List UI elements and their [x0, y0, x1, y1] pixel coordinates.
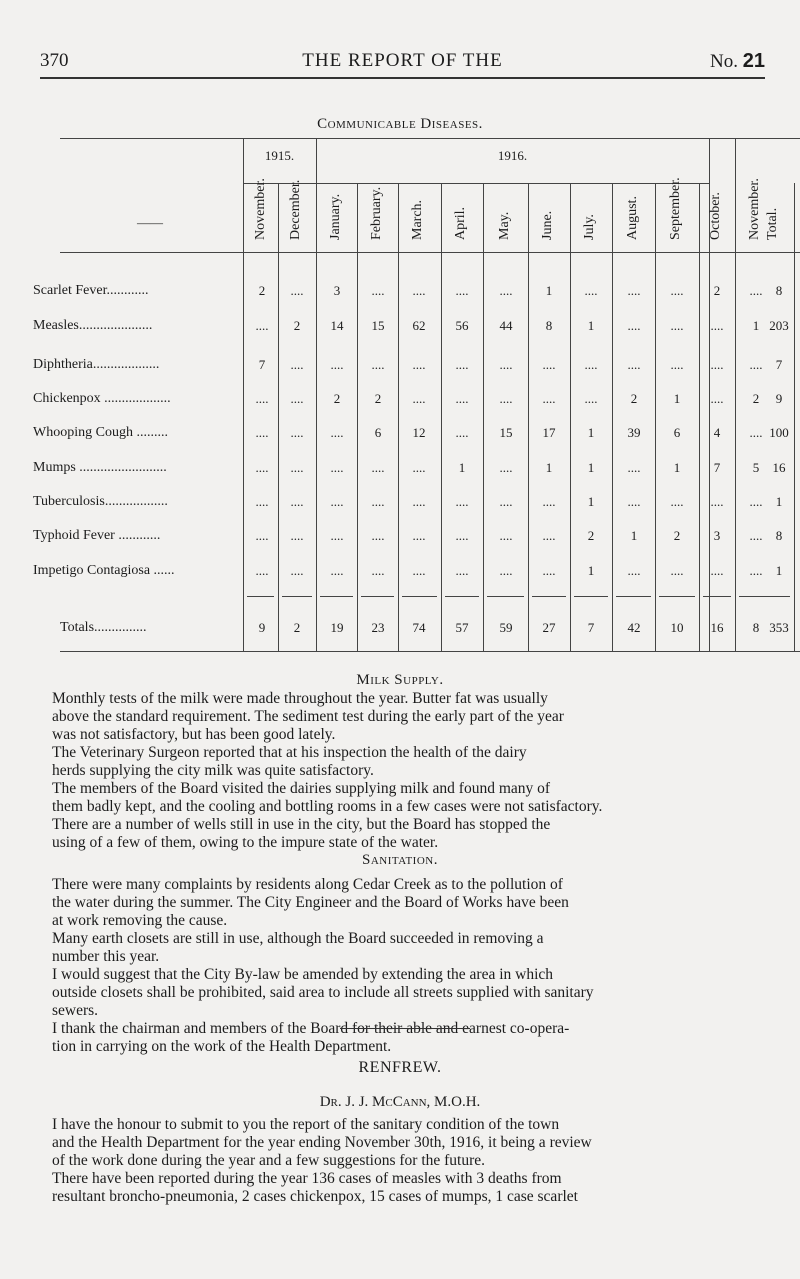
column-rule: [278, 183, 279, 651]
table-cell: 1: [630, 528, 638, 543]
sanitation-p2: Many earth closets are still in use, although the Board succeeded in removing a number this year.: [52, 930, 544, 965]
table-cell: ....: [749, 494, 763, 509]
milk-supply-text: [52, 690, 752, 852]
table-cell: ....: [627, 318, 641, 333]
table-cell: ....: [371, 283, 385, 298]
table-cell: ....: [371, 494, 385, 509]
table-cell: 2: [630, 391, 638, 406]
table-cell: 7: [258, 357, 266, 372]
table-cell: ....: [255, 318, 269, 333]
month-header: May.: [497, 211, 512, 240]
row-label: Tuberculosis..................: [33, 494, 168, 509]
table-cell: 2: [333, 391, 341, 406]
table-cell: ....: [455, 425, 469, 440]
row-label: Measles.....................: [33, 318, 153, 333]
totals-cell: 19: [330, 620, 344, 635]
month-header: June.: [540, 210, 555, 240]
column-rule: [398, 183, 399, 651]
table-cell: ....: [710, 494, 724, 509]
table-cell: 8: [545, 318, 553, 333]
totals-cell: 8: [752, 620, 760, 635]
table-cell: ....: [330, 563, 344, 578]
renfrew-author: Dr. J. J. McCann, M.O.H.: [319, 1094, 481, 1110]
row-label: Whooping Cough .........: [33, 425, 168, 440]
table-cell: 56: [455, 318, 469, 333]
table-cell: ....: [371, 357, 385, 372]
table-cell: 1: [587, 494, 595, 509]
table-cell: ....: [627, 563, 641, 578]
totals-rule: [659, 596, 695, 597]
table-cell: 2: [374, 391, 382, 406]
year-1915: 1915.: [264, 148, 295, 163]
table-cell: ....: [499, 391, 513, 406]
month-header: November.: [253, 178, 268, 240]
table-cell: ....: [290, 391, 304, 406]
table-cell: 8: [775, 528, 783, 543]
table-cell: 1: [545, 283, 553, 298]
table-cell: ....: [542, 357, 556, 372]
totals-cell: 42: [627, 620, 641, 635]
table-cell: ....: [627, 460, 641, 475]
table-cell: ....: [255, 494, 269, 509]
table-cell: ....: [255, 425, 269, 440]
table-cell: ....: [670, 283, 684, 298]
row-label: Mumps .........................: [33, 460, 167, 475]
table-cell: 2: [752, 391, 760, 406]
totals-rule: [703, 596, 731, 597]
table-cell: 3: [333, 283, 341, 298]
year-divider-rule: [243, 183, 709, 184]
month-header: February.: [369, 186, 384, 240]
table-cell: 1: [587, 318, 595, 333]
sanitation-p4: I thank the chairman and members of the Board for their able and earnest co-opera- tion in carrying on the work of the Health Department.: [52, 1020, 570, 1055]
renfrew-p2: There have been reported during the year 136 cases of measles with 3 deaths from resultant broncho-pneumonia, 2 cases chickenpox, 15 cases of mumps, 1 case scarlet: [52, 1170, 578, 1205]
table-cell: 1: [587, 563, 595, 578]
table-cell: 2: [293, 318, 301, 333]
totals-label: Totals...............: [60, 620, 147, 635]
table-cell: ....: [584, 357, 598, 372]
table-cell: ....: [455, 494, 469, 509]
row-label: Impetigo Contagiosa ......: [33, 563, 175, 578]
table-cell: 17: [542, 425, 556, 440]
renfrew-p1: I have the honour to submit to you the report of the sanitary condition of the town and the Health Department for the year ending November 30th, 1916, it being a review of the work done during the year and a few suggestions for the future.: [52, 1116, 592, 1169]
milk-p2: The Veterinary Surgeon reported that at his inspection the health of the dairy herds supplying the city milk was quite satisfactory.: [52, 744, 527, 779]
table-cell: ....: [290, 425, 304, 440]
table-bottom-rule: [60, 651, 800, 652]
header-bottom-rule: [60, 252, 800, 253]
table-cell: ....: [499, 357, 513, 372]
table-cell: 8: [775, 283, 783, 298]
totals-rule: [445, 596, 479, 597]
table-cell: 1: [673, 460, 681, 475]
table-cell: ....: [255, 563, 269, 578]
table-cell: 1: [775, 494, 783, 509]
table-cell: 2: [587, 528, 595, 543]
table-cell: ....: [499, 460, 513, 475]
issue-number: No. 21: [710, 50, 765, 72]
table-cell: ....: [670, 494, 684, 509]
totals-rule: [282, 596, 312, 597]
table-cell: ....: [412, 283, 426, 298]
row-label: Typhoid Fever ............: [33, 528, 161, 543]
table-cell: 62: [412, 318, 426, 333]
column-rule: [794, 183, 795, 651]
table-cell: 39: [627, 425, 641, 440]
totals-rule: [532, 596, 566, 597]
totals-cell: 9: [258, 620, 266, 635]
sanitation-p1: There were many complaints by residents along Cedar Creek as to the pollution of the water during the summer. The City Engineer and the Board of Works have been at work removing the cause.: [52, 876, 569, 929]
table-cell: 12: [412, 425, 426, 440]
table-cell: ....: [290, 528, 304, 543]
table-cell: ....: [670, 318, 684, 333]
table-cell: 2: [673, 528, 681, 543]
table-cell: ....: [710, 391, 724, 406]
sanitation-text: [52, 876, 752, 1056]
table-cell: ....: [710, 563, 724, 578]
totals-rule: [739, 596, 790, 597]
month-header: December.: [288, 179, 303, 240]
totals-cell: 16: [710, 620, 724, 635]
row-label: Chickenpox ...................: [33, 391, 171, 406]
milk-p1: Monthly tests of the milk were made throughout the year. Butter fat was usually above the standard requirement. The sediment test during the early part of the year was not satisfactory, but has been good lately.: [52, 690, 564, 743]
table-cell: ....: [542, 528, 556, 543]
table-cell: 1: [587, 425, 595, 440]
table-cell: ....: [627, 494, 641, 509]
month-header: August.: [625, 196, 640, 240]
year-1916: 1916.: [497, 148, 528, 163]
totals-cell: 353: [769, 620, 789, 635]
table-cell: ....: [627, 357, 641, 372]
table-cell: ....: [371, 460, 385, 475]
table-cell: ....: [749, 563, 763, 578]
totals-rule: [320, 596, 353, 597]
table-cell: 16: [772, 460, 786, 475]
renfrew-title: RENFREW.: [358, 1059, 442, 1076]
totals-cell: 59: [499, 620, 513, 635]
totals-rule: [616, 596, 651, 597]
table-cell: 1: [587, 460, 595, 475]
renfrew-text: [52, 1116, 752, 1206]
column-rule: [699, 183, 700, 651]
table-cell: ....: [499, 563, 513, 578]
table-cell: 6: [673, 425, 681, 440]
table-cell: ....: [371, 528, 385, 543]
table-cell: 1: [545, 460, 553, 475]
totals-rule: [487, 596, 524, 597]
table-cell: ....: [499, 283, 513, 298]
table-cell: ....: [412, 528, 426, 543]
column-rule: [357, 183, 358, 651]
table-cell: ....: [749, 528, 763, 543]
table-cell: ....: [412, 357, 426, 372]
table-cell: 15: [499, 425, 513, 440]
page-number: 370: [40, 50, 69, 71]
table-cell: ....: [499, 528, 513, 543]
table-cell: ....: [455, 563, 469, 578]
table-cell: ....: [290, 460, 304, 475]
sanitation-p3: I would suggest that the City By-law be amended by extending the area in which outside closets shall be prohibited, said area to include all streets supplied with sanitary sewers.: [52, 966, 594, 1019]
column-rule: [570, 183, 571, 651]
table-cell: ....: [749, 425, 763, 440]
totals-rule: [402, 596, 437, 597]
column-rule: [612, 183, 613, 651]
totals-rule: [574, 596, 608, 597]
table-cell: 14: [330, 318, 344, 333]
table-cell: ....: [627, 283, 641, 298]
table-cell: ....: [330, 494, 344, 509]
table-cell: 2: [258, 283, 266, 298]
table-cell: 6: [374, 425, 382, 440]
column-rule: [441, 183, 442, 651]
totals-cell: 74: [412, 620, 426, 635]
table-top-rule: [60, 138, 800, 139]
table-cell: ....: [670, 563, 684, 578]
month-header: Total.: [765, 207, 780, 240]
table-cell: ....: [255, 528, 269, 543]
totals-cell: 7: [587, 620, 595, 635]
column-rule: [483, 183, 484, 651]
column-rule: [655, 183, 656, 651]
table-cell: 5: [752, 460, 760, 475]
milk-p3: The members of the Board visited the dairies supplying milk and found many of them badly kept, and the cooling and bottling rooms in a few cases were not satisfactory. There are a number of wells still in use in the city, but the Board has stopped the using of a few of them, owing to the impure state of the water.: [52, 780, 603, 851]
table-cell: ....: [455, 391, 469, 406]
table-cell: ....: [412, 563, 426, 578]
totals-cell: 2: [293, 620, 301, 635]
table-cell: ....: [290, 563, 304, 578]
totals-cell: 27: [542, 620, 556, 635]
section-divider: [340, 1028, 470, 1029]
table-cell: ....: [584, 283, 598, 298]
table-cell: ....: [412, 494, 426, 509]
table-cell: 3: [713, 528, 721, 543]
table-cell: ....: [290, 357, 304, 372]
table-cell: ....: [670, 357, 684, 372]
table-cell: ....: [710, 318, 724, 333]
table-cell: 100: [769, 425, 789, 440]
table-cell: 9: [775, 391, 783, 406]
table-cell: ....: [584, 391, 598, 406]
month-header: April.: [453, 206, 468, 240]
month-header: November.: [747, 178, 762, 240]
month-header: July.: [582, 214, 597, 240]
table-cell: ....: [499, 494, 513, 509]
totals-cell: 57: [455, 620, 469, 635]
totals-rule: [361, 596, 394, 597]
table-cell: ....: [542, 494, 556, 509]
month-header: September.: [668, 177, 683, 240]
table-cell: 44: [499, 318, 513, 333]
table-cell: ....: [710, 357, 724, 372]
table-cell: 1: [775, 563, 783, 578]
column-rule: [528, 183, 529, 651]
table-cell: 2: [713, 283, 721, 298]
table-cell: ....: [330, 528, 344, 543]
table-cell: ....: [412, 460, 426, 475]
table-cell: ....: [455, 357, 469, 372]
table-caption: Communicable Diseases.: [317, 116, 483, 132]
totals-cell: 23: [371, 620, 385, 635]
table-cell: ....: [371, 563, 385, 578]
table-cell: ....: [749, 357, 763, 372]
running-title: THE REPORT OF THE: [302, 50, 503, 71]
table-cell: ....: [749, 283, 763, 298]
table-cell: ....: [455, 283, 469, 298]
table-cell: ....: [542, 391, 556, 406]
totals-cell: 10: [670, 620, 684, 635]
row-label: Scarlet Fever............: [33, 283, 149, 298]
table-cell: ....: [330, 425, 344, 440]
table-cell: 7: [713, 460, 721, 475]
table-cell: ....: [290, 283, 304, 298]
table-cell: ....: [255, 460, 269, 475]
table-cell: ....: [455, 528, 469, 543]
table-cell: 1: [752, 318, 760, 333]
table-cell: ....: [255, 391, 269, 406]
totals-rule: [247, 596, 274, 597]
blank-header: ——: [137, 215, 163, 230]
table-cell: 1: [673, 391, 681, 406]
row-label: Diphtheria...................: [33, 357, 160, 372]
table-cell: 203: [769, 318, 789, 333]
table-cell: ....: [542, 563, 556, 578]
month-header: March.: [410, 199, 425, 240]
table-cell: ....: [290, 494, 304, 509]
month-header: October.: [708, 192, 723, 240]
table-cell: 15: [371, 318, 385, 333]
table-cell: 1: [458, 460, 466, 475]
milk-supply-title: Milk Supply.: [356, 672, 444, 688]
table-cell: 7: [775, 357, 783, 372]
table-cell: ....: [330, 460, 344, 475]
sanitation-title: Sanitation.: [362, 852, 438, 868]
month-header: January.: [328, 193, 343, 240]
table-cell: ....: [330, 357, 344, 372]
table-cell: ....: [412, 391, 426, 406]
table-cell: 4: [713, 425, 721, 440]
